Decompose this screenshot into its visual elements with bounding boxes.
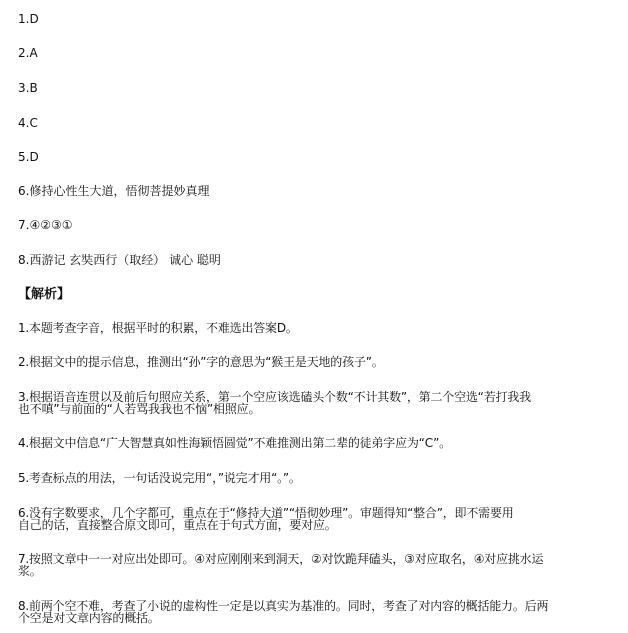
analysis-item-1: [18, 322, 614, 334]
answer-6: 6.修持心性生大道，悟彻菩提妙真理: [18, 184, 210, 198]
analysis-item-3: [18, 391, 614, 415]
analysis-item-4-line-1: 4.根据文中信息“广大智慧真如性海颖悟圆觉”不难推测出第二辈的徒弟字应为“C”。: [18, 436, 451, 450]
analysis-item-4: [18, 437, 614, 449]
analysis-item-5: [18, 472, 614, 484]
answer-1: 1.D: [18, 12, 39, 26]
analysis-item-7-line-1: 7.按照文章中一一对应出处即可。④对应刚刚来到洞天，②对饮跪拜磕头，③对应取名，④对应挑水运: [18, 552, 544, 566]
analysis-item-3-line-1: 3.根据语音连贯以及前后句照应关系，第一个空应该选磕头个数“不计其数”，第二个空选“若打我我: [18, 390, 531, 404]
analysis-item-8: [18, 600, 614, 624]
answer-8: 8.西游记 玄奘西行（取经） 诚心 聪明: [18, 253, 221, 267]
analysis-item-7-line-2: 浆。: [18, 564, 42, 578]
analysis-item-1-line-1: 1.本题考查字音，根据平时的积累，不难选出答案D。: [18, 321, 298, 335]
answer-4: 4.C: [18, 116, 38, 130]
analysis-item-2-line-1: 2.根据文中的提示信息，推测出“孙”字的意思为“猴王是天地的孩子”。: [18, 355, 384, 369]
analysis-item-2: [18, 356, 614, 368]
answer-3: 3.B: [18, 81, 38, 95]
analysis-heading: 【解析】: [18, 287, 71, 302]
analysis-item-5-line-1: 5.考查标点的用法，一句话没说完用“，”说完才用“。”。: [18, 471, 301, 485]
analysis-item-3-line-2: 也不嗔”与前面的“人若骂我我也不恼”相照应。: [18, 402, 261, 416]
answer-2: 2.A: [18, 46, 38, 60]
analysis-item-6-line-1: 6.没有字数要求，几个字都可，重点在于“修持大道”“悟彻妙理”。审题得知“整合”，即不需要用: [18, 506, 514, 520]
analysis-item-8-line-1: 8.前两个空不难，考查了小说的虚构性一定是以真实为基准的。同时，考查了对内容的概括能力。后两: [18, 599, 549, 613]
answer-7: 7.④②③①: [18, 218, 73, 232]
analysis-item-7: [18, 553, 614, 577]
analysis-item-6: [18, 507, 614, 531]
analysis-item-8-line-2: 个空是对文章内容的概括。: [18, 611, 160, 625]
answer-5: 5.D: [18, 150, 39, 164]
analysis-item-6-line-2: 自己的话，直接整合原文即可，重点在于句式方面，要对应。: [18, 518, 337, 532]
